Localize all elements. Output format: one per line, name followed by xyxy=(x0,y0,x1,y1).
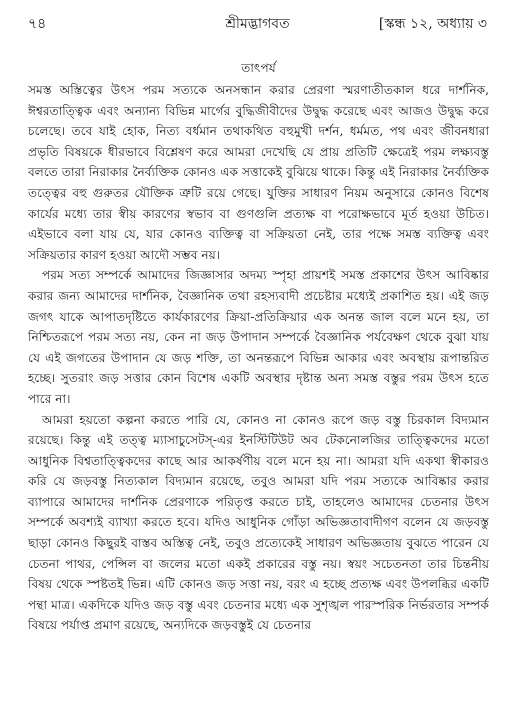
paragraph: পরম সত্য সম্পর্কে আমাদের জিজ্ঞাসার অদম্য স্পৃহা প্রায়শই সমস্ত প্রকাশের উৎস আবিষ্কার করার জন্য আমাদের দার্শনিক, বৈজ্ঞানিক তথা রহস্যবাদী প্রচেষ্টার মধ্যেই প্রকাশিত হয়। এই জড় জগৎ যাকে আপাতদৃষ্টিতে কার্যকারণের ক্রিয়া-প্রতিক্রিয়ার এক অনন্ত জাল বলে মনে হয়, তা নিশ্চিতরূপে পরম সত্য নয়, কেন না জড় উপাদান সম্পর্কে বৈজ্ঞানিক পর্যবেক্ষণ থেকে বুঝা যায় যে এই জগতের উপাদান যে জড় শক্তি, তা অনন্তরূপে বিভিন্ন আকার এবং অবস্থায় রূপান্তরিত হচ্ছে। সুতরাং জড় সত্তার কোন বিশেষ একটি অবস্থার দৃষ্টান্ত অন্য সমস্ত বস্তুর পরম উৎস হতে পারে না। xyxy=(28,268,489,406)
paragraph: সমস্ত অস্তিত্বের উৎস পরম সত্যকে অনসন্ধান করার প্রেরণা স্মরণাতীতকাল ধরে দার্শনিক, ঈশ্বরতাত্ত্বিক এবং অন্যান্য বিভিন্ন মার্গের বুদ্ধিজীবীদের উদ্বুদ্ধ করেছে এবং আজও উদ্বুদ্ধ করে চলেছে। তবে যাই হোক, নিত্য বর্ধমান তথাকথিত বহুমুখী দর্শন, ধর্মমত, পথ এবং জীবনধারা প্রভৃতি বিষয়কে ধীরভাবে বিশ্লেষণ করে আমরা দেখেছি যে প্রায় প্রতিটি ক্ষেত্রেই পরম লক্ষ্যবস্তু বলতে তারা নিরাকার নৈর্ব্যক্তিক কোনও এক সত্তাকেই বুঝিয়ে থাকে। কিন্তু এই নিরাকার নৈর্ব্যক্তিক তত্ত্বের বহু গুরুতর যৌক্তিক ত্রুটি রয়ে গেছে। যুক্তির সাধারণ নিয়ম অনুসারে কোনও বিশেষ কার্যের মধ্যে তার স্বীয় কারণের স্বভাব বা গুণগুলি প্রত্যক্ষ বা পরোক্ষভাবে মূর্ত হওয়া উচিত। এইভাবে বলা যায় যে, যার কোনও ব্যক্তিত্ব বা সক্রিয়তা নেই, তার পক্ষে সমস্ত ব্যক্তিত্ব এবং সক্রিয়তার কারণ হওয়া আদৌ সম্ভব নয়। xyxy=(28,83,489,262)
page-body xyxy=(28,58,489,636)
section-heading: তাৎপর্য xyxy=(241,61,276,75)
page-number: ৭৪ xyxy=(28,16,47,32)
paragraph: আমরা হয়তো কল্পনা করতে পারি যে, কোনও না কোনও রূপে জড় বস্তু চিরকাল বিদ্যমান রয়েছে। কিন্তু এই তত্ত্ব ম্যাসাচুসেটস্-এর ইনস্টিটিউট অব টেকনোলজির তাত্ত্বিকদের মতো আধুনিক বিশ্বতাত্ত্বিকদের কাছে আর আকর্ষণীয় বলে মনে হয় না। আমরা যদি একথা স্বীকারও করি যে জড়বস্তু নিত্যকাল বিদ্যমান রয়েছে, তবুও আমরা যদি পরম সত্যকে আবিষ্কার করার ব্যাপারে আমাদের দার্শনিক প্রেরণাকে পরিতৃপ্ত করতে চাই, তাহলেও আমাদের চেতনার উৎস সম্পর্কে অবশ্যই ব্যাখ্যা করতে হবে। যদিও আধুনিক গোঁড়া অভিজ্ঞতাবাদীগণ বলেন যে জড়বস্তু ছাড়া কোনও কিছুরই বাস্তব অস্তিত্ব নেই, তবুও প্রত্যেকেই সাধারণ অভিজ্ঞতায় বুঝতে পারেন যে চেতনা পাথর, পেন্সিল বা জলের মতো একই প্রকারের বস্তু নয়। স্বয়ং সচেতনতা তার চিন্তনীয় বিষয় থেকে স্পষ্টতই ভিন্ন। এটি কোনও জড় সত্তা নয়, বরং এ হচ্ছে প্রত্যক্ষ এবং উপলব্ধির একটি পন্থা মাত্র। একদিকে যদিও জড় বস্তু এবং চেতনার মধ্যে এক সুশৃঙ্খল পারস্পরিক নির্ভরতার সম্পর্ক বিষয়ে পর্যাপ্ত প্রমাণ রয়েছে, অন্যদিকে জড়বস্তুই যে চেতনার xyxy=(28,412,489,633)
book-title: শ্রীমদ্ভাগবত xyxy=(225,16,290,32)
page-header xyxy=(28,12,487,36)
chapter-reference: [স্কন্ধ ১২, অধ্যায় ৩ xyxy=(378,16,487,32)
